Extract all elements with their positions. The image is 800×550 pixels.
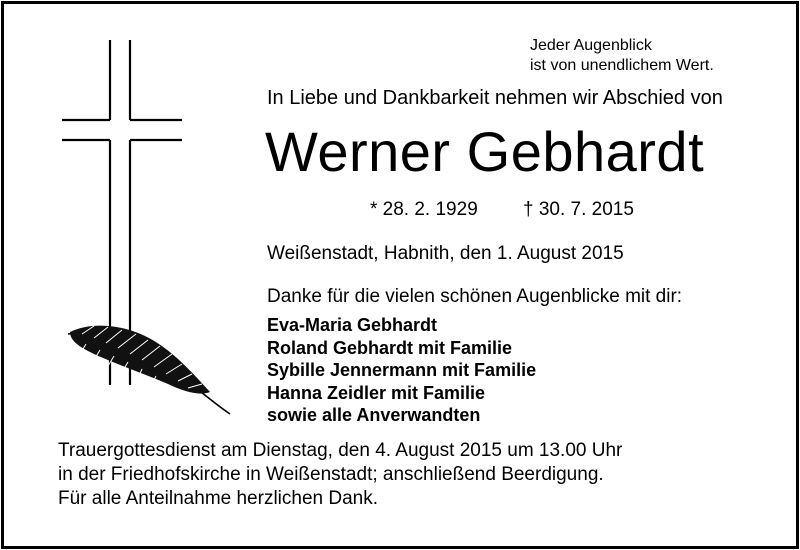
palm-frond-icon (60, 322, 240, 422)
birth-date: * 28. 2. 1929 (370, 199, 478, 220)
death-date: † 30. 7. 2015 (523, 199, 634, 220)
deceased-name: Werner Gebhardt (265, 120, 705, 183)
quote-line-1: Jeder Augenblick (530, 37, 652, 54)
mourner-item: Roland Gebhardt mit Familie (267, 337, 513, 358)
quote-line-2: ist von unendlichem Wert. (530, 57, 714, 74)
mourner-item: Hanna Zeidler mit Familie (267, 382, 486, 403)
service-info (58, 439, 622, 487)
gratitude-text: Für alle Anteilnahme herzlichen Dank. (58, 488, 379, 509)
thanks-text: Danke für die vielen schönen Augenblicke mit dir: (267, 286, 683, 307)
place-and-date: Weißenstadt, Habnith, den 1. August 2015 (267, 243, 624, 264)
mourner-item: Sybille Jennermann mit Familie (267, 360, 537, 380)
mourner-item: Eva-Maria Gebhardt (267, 315, 438, 335)
service-line-1: Trauergottesdienst am Dienstag, den 4. August 2015 um 13.00 Uhr (58, 440, 623, 461)
quote (530, 36, 760, 76)
mourner-item: sowie alle Anverwandten (267, 405, 481, 425)
service-line-2: in der Friedhofskirche in Weißenstadt; anschließend Beerdigung. (58, 464, 604, 485)
mourners-list (267, 314, 536, 427)
intro-text: In Liebe und Dankbarkeit nehmen wir Abschied von (267, 87, 723, 109)
